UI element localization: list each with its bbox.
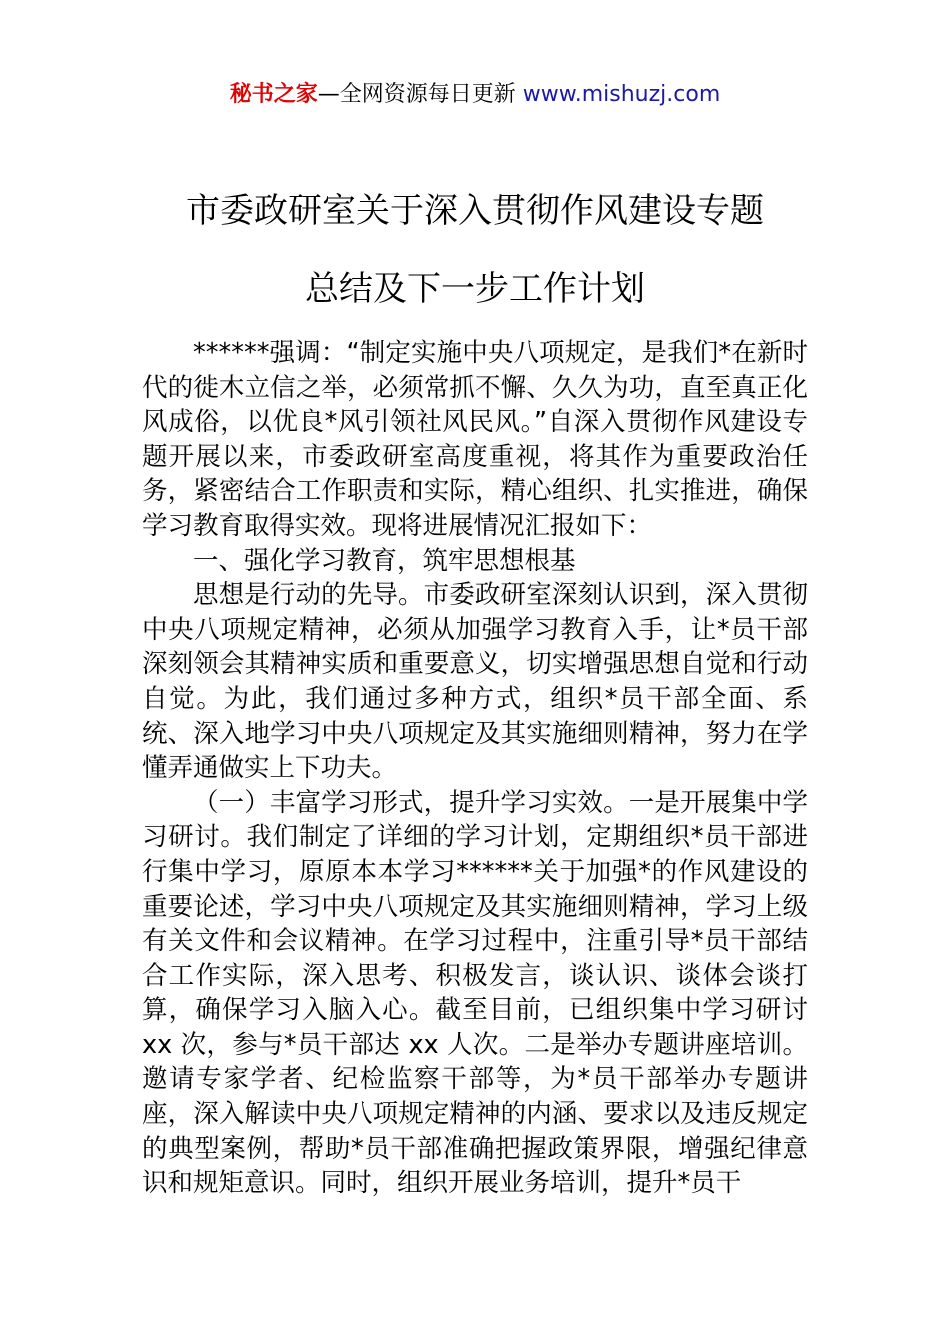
body-paragraph: 思想是行动的先导。市委政研室深刻认识到，深入贯彻中央八项规定精神，必须从加强学习教育入手，让*员干部深刻领会其精神实质和重要意义，切实增强思想自觉和行动自觉。为此，我们通过多种方式，组织*员干部全面、系统、深入地学习中央八项规定及其实施细则精神，努力在学懂弄通做实上下功夫。 xyxy=(142,580,808,784)
site-header xyxy=(0,80,950,110)
document-title xyxy=(60,172,890,328)
document-body xyxy=(142,336,808,1201)
section-heading-1: 一、强化学习教育，筑牢思想根基 xyxy=(193,545,576,576)
site-url[interactable]: www.mishuzj.com xyxy=(522,82,721,107)
body-paragraph: （一）丰富学习形式，提升学习实效。一是开展集中学习研讨。我们制定了详细的学习计划，定期组织*员干部进行集中学习，原原本本学习******关于加强*的作风建设的重要论述，学习中央八项规定及其实施细则精神，学习上级有关文件和会议精神。在学习过程中，注重引导*员干部结合工作实际，深入思考、积极发言，谈认识、谈体会谈打算，确保学习入脑入心。截至目前，已组织集中学习研讨 xx 次，参与*员干部达 xx 人次。二是举办专题讲座培训。邀请专家学者、纪检监察干部等，为*员干部举办专题讲座，深入解读中央八项规定精神的内涵、要求以及违反规定的典型案例，帮助*员干部准确把握政策界限，增强纪律意识和规矩意识。同时，组织开展业务培训，提升*员干 xyxy=(142,787,808,1199)
site-tagline: —全网资源每日更新 xyxy=(317,82,523,107)
document-title-line-1: 市委政研室关于深入贯彻作风建设专题 xyxy=(186,191,764,231)
intro-paragraph: ******强调：“制定实施中央八项规定，是我们*在新时代的徙木立信之举，必须常抓不懈、久久为功，直至真正化风成俗，以优良*风引领社风民风。”自深入贯彻作风建设专题开展以来，市委政研室高度重视，将其作为重要政治任务，紧密结合工作职责和实际，精心组织、扎实推进，确保学习教育取得实效。现将进展情况汇报如下： xyxy=(142,338,808,541)
document-title-line-2: 总结及下一步工作计划 xyxy=(305,269,645,309)
site-brand: 秘书之家 xyxy=(229,82,318,107)
